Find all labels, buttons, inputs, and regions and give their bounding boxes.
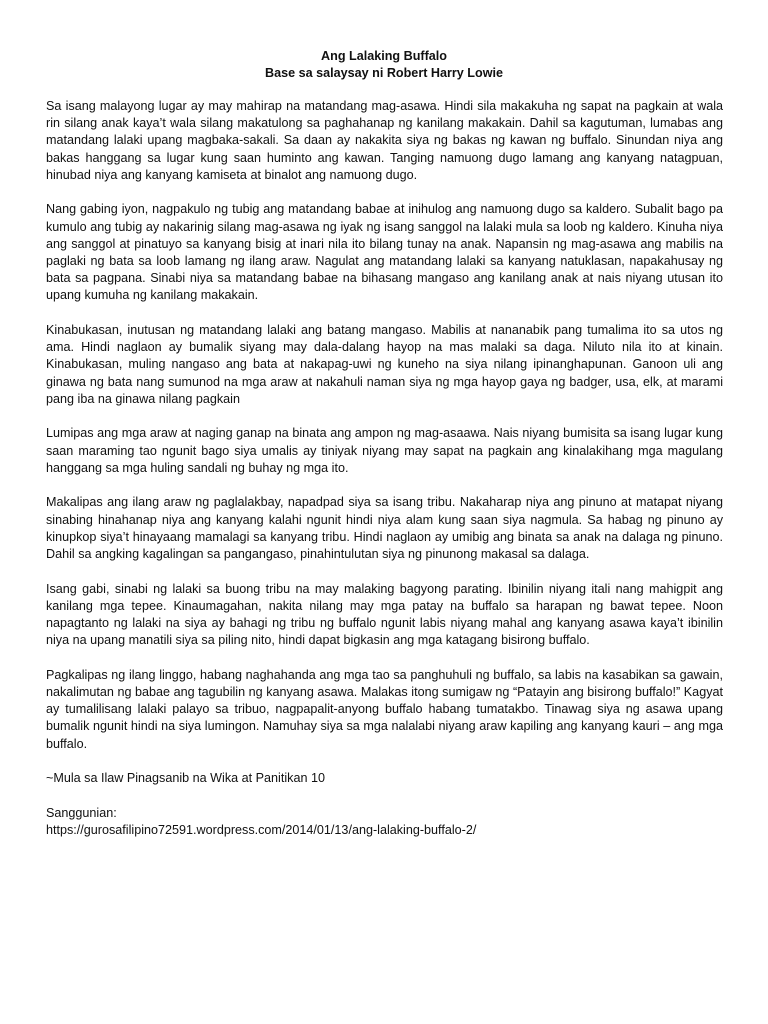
paragraph-5: Makalipas ang ilang araw ng paglalakbay, napadpad siya sa isang tribu. Nakaharap niya ang pinuno at matapat niyang sinabing hinahanap niya ang kanyang kalahi ngunit hindi niya alam kung saan siya nagmula. Sa habag ng pinuno ay kinupkop siya’t hinayaang mamalagi sa kanyang tribu. Hindi naglaon ay umibig ang binata sa anak na dalaga ng pinuno. Dahil sa angking kagalingan sa pangangaso, pinahintulutan siya ng pinunong makasal sa dalaga.	[46, 495, 723, 562]
source-note: ~Mula sa Ilaw Pinagsanib na Wika at Panitikan 10	[46, 771, 325, 786]
reference-block	[46, 805, 723, 839]
document-title: Ang Lalaking Buffalo	[321, 49, 447, 63]
title-block	[0, 48, 768, 82]
document-subtitle: Base sa salaysay ni Robert Harry Lowie	[265, 66, 503, 80]
reference-url: https://gurosafilipino72591.wordpress.com/2014/01/13/ang-lalaking-buffalo-2/	[46, 823, 477, 838]
reference-label: Sanggunian:	[46, 805, 117, 820]
paragraph-3: Kinabukasan, inutusan ng matandang lalaki ang batang mangaso. Mabilis at nananabik pang tumalima ito sa utos ng ama. Hindi naglaon ay bumalik siyang may dala-dalang hayop na mas malaki sa daga. Niluto nila ito at kinain. Kinabukasan, muling nangaso ang bata at nakapag-uwi ng kuneho na siya nilang ipinanghapunan. Ganoon uli ang ginawa ng bata nang sumunod na mga araw at nakahuli naman siya ng mga hayop gaya ng badger, usa, elk, at marami pang iba na ginawa nilang pagkain	[46, 323, 723, 406]
document-body	[46, 98, 723, 839]
paragraph-7: Pagkalipas ng ilang linggo, habang naghahanda ang mga tao sa panghuhuli ng buffalo, sa labis na kasabikan sa gawain, nakalimutan ng babae ang tagubilin ng kanyang asawa. Malakas itong sumigaw ng “Patayin ang bisirong buffalo!” Kagyat ay tumalilisang lalaki palayo sa tribuo, nagpapalit-anyong buffalo habang tumatakbo. Tinawag siya ng asawa upang bumalik ngunit hindi na siya lumingon. Namuhay siya sa mga nalalabi niyang araw kapiling ang kanyang kauri – ang mga buffalo.	[46, 667, 723, 751]
paragraph-4: Lumipas ang mga araw at naging ganap na binata ang ampon ng mag-asaawa. Nais niyang bumisita sa isang lugar kung saan maraming tao ngunit bago siya umalis ay tiniyak niyang may sapat na pagkain ang kinalakihang mga magulang hanggang sa mga huling sandali ng buhay ng mga ito.	[46, 426, 723, 475]
paragraph-1: Sa isang malayong lugar ay may mahirap na matandang mag-asawa. Hindi sila makakuha ng sapat na pagkain at wala rin silang anak kaya’t wala silang makatulong sa paghahanap ng kanilang makakain. Dahil sa kagutuman, lumabas ang matandang lalaki upang magbaka-sakali. Sa daan ay nakakita siya ng bakas ng kawan ng buffalo. Sinundan niya ang bakas hanggang sa lugar kung saan huminto ang kawan. Tanging namuong dugo lamang ang kanyang natagpuan, hinubad niya ang kanyang kamiseta at binalot ang namuong dugo.	[46, 99, 723, 182]
paragraph-6: Isang gabi, sinabi ng lalaki sa buong tribu na may malaking bagyong parating. Ibinilin niyang itali nang mahigpit ang kanilang mga tepee. Kinaumagahan, nakita nilang may mga patay na buffalo sa harapan ng bawat tepee. Noon napagtanto ng lalaki na siya ay bahagi ng tribu ng buffalo ngunit labis niyang mahal ang kanyang asawa kaya’t ibinilin niya na upang manatili siya sa piling nito, hindi dapat bigkasin ang mga katagang bisirong buffalo.	[46, 581, 723, 648]
paragraph-2: Nang gabing iyon, nagpakulo ng tubig ang matandang babae at inihulog ang namuong dugo sa kaldero. Subalit bago pa kumulo ang tubig ay nakarinig silang mag-asawa ng iyak ng isang sanggol na lalaki mula sa loob ng kaldero. Kinuha niya ang sanggol at pinatuyo sa kanyang bisig at inari nila ito bilang tunay na anak. Napansin ng mag-asawa ang mabilis na paglaki ng bata sa loob lamang ng ilang araw. Nagulat ang matandang lalaki sa kanyang natuklasan, napakahusay ng bata sa pagpana. Sinabi niya sa matandang babae na bihasang mangaso ang kanilang anak at nais niyang utusan ito upang kumuha ng kanilang makakain.	[46, 202, 723, 303]
